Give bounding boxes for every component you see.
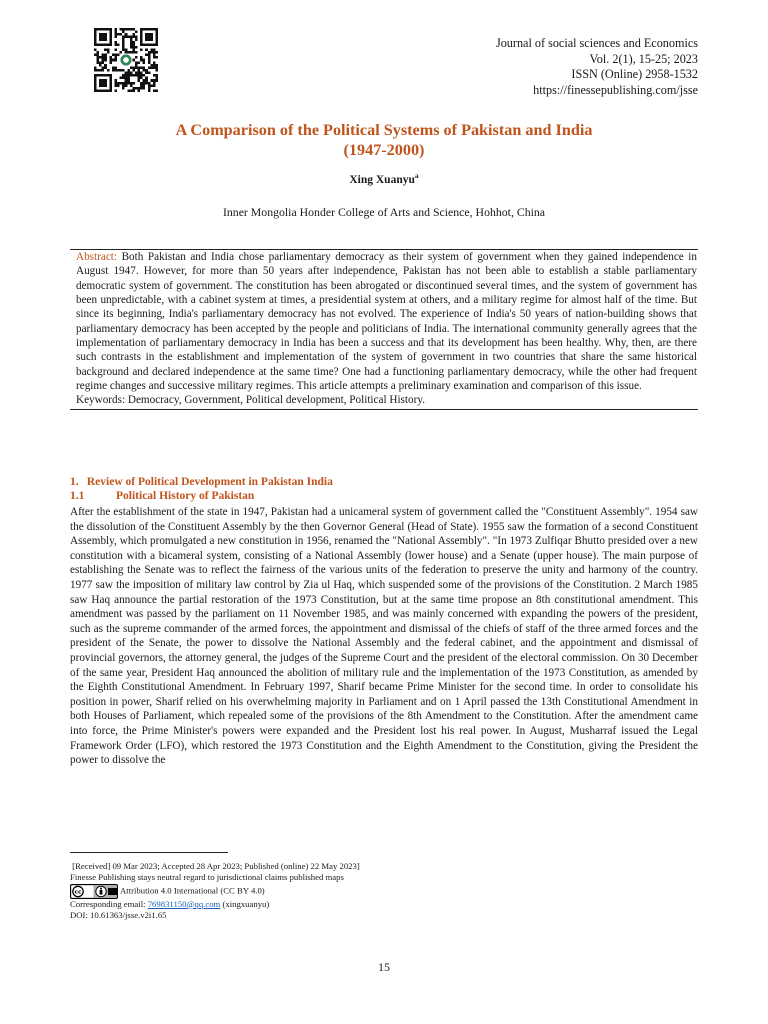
section-number: 1. <box>70 476 79 488</box>
article-title <box>92 120 676 160</box>
title-line-2: (1947-2000) <box>343 141 425 159</box>
footnote-email: Corresponding email: 769831150@qq.com (xingxuanyu) <box>70 898 270 909</box>
abstract-label: Abstract: <box>76 251 118 263</box>
svg-text:cc: cc <box>74 889 82 896</box>
footnote-neutral: Finesse Publishing stays neutral regard to jurisdictional claims published maps <box>70 872 344 883</box>
author-name <box>92 171 676 186</box>
qr-code-icon <box>91 28 161 92</box>
body-paragraph: After the establishment of the state in 1947, Pakistan had a unicameral system of government called the "Constituent Assembly". 1954 saw the dissolution of the Constituent Assembly by the then Governor General (Head of State). 1955 saw the formation of a second Constituent Assembly, which promulgated a new constitution in 1956, renamed the "National Assembly". "In 1973 Zulfiqar Bhutto presided over a new constitution with a bicameral system, consisting of a National Assembly (lower house) and a Senate (upper house). The main purpose of establishing the Senate was to reflect the fairness of the various units of the federation to preserve the unity and harmony of the country. 1977 saw the imposition of military law control by Zia ul Haq, which suspended some of the provisions of the Constitution. 2 March 1985 saw Haq announce the partial restoration of the 1973 Constitution, but at the same time propose an 8th constitutional amendment. This amendment was passed by the parliament on 11 November 1985, and was mainly concerned with expanding the powers of the president, such as the supreme commander of the armed forces, the appointment and dismissal of the chiefs of staff of the three armed forces and the president of the Senate, the power to dissolve the National Assembly and the federal cabinet, and the appointment and dismissal of provincial governors, the attorney general, the judges of the Supreme Court and the president of the electoral commission. On 30 December of the same year, President Haq announced the abolition of military rule and the implementation of the 1973 Constitution, as amended by the Eighth Constitutional Amendment. In February 1997, Sharif became Prime Minister for the second time. In order to consolidate his position in power, Sharif relied on his overwhelming majority in Parliament and on 1 April passed the 13th Constitutional Amendment in both Houses of Parliament, which repealed some of the provisions of the 8th Amendment to the Constitution. After the amendment came into force, the Prime Minister's powers were expanded and the President lost his real power. In August, Musharraf issued the Legal Framework Order (LFO), which restored the 1973 Constitution and the Eighth Amendment to the Constitution, giving the President the power to dissolve the <box>70 506 698 767</box>
footnote-dates: [Received] 09 Mar 2023; Accepted 28 Apr 2023; Published (online) 22 May 2023] <box>72 861 360 871</box>
journal-name: Journal of social sciences and Economics <box>495 36 698 50</box>
subsection-title: Political History of Pakistan <box>116 490 255 502</box>
author-affiliation: Inner Mongolia Honder College of Arts and Science, Hohhot, China <box>222 205 546 219</box>
subsection-heading-1-1 <box>70 490 254 502</box>
title-line-1: A Comparison of the Political Systems of Pakistan and India <box>175 121 593 139</box>
abstract-box <box>70 249 698 410</box>
journal-volume: Vol. 2(1), 15-25; 2023 <box>589 51 698 66</box>
section-heading-1 <box>70 476 333 488</box>
subsection-number: 1.1 <box>70 490 85 502</box>
email-link[interactable]: 769831150@qq.com <box>147 898 221 909</box>
author-affiliation-mark: a <box>414 171 419 180</box>
keywords: Keywords: Democracy, Government, Political development, Political History. <box>76 394 426 407</box>
license-text: Attribution 4.0 International (CC BY 4.0) <box>120 885 265 896</box>
footnote-rule <box>70 852 228 853</box>
abstract-text: Both Pakistan and India chose parliamentary democracy as their system of government when they gained independence in August 1947. However, for more than 50 years after independence, Pakistan has not been able to establish a stable parliamentary democratic system of government. The constitution has been abrogated or discontinued several times, and the system of government has been unpredictable, with a cabinet system at times, a presidential system at others, and a military regime for almost half of the time. But since its beginning, India's parliamentary democracy has not evolved. The experience of India's 50 years of nation-building shows that parliamentary democracy has been accepted by the people and politicians of India. The international community generally agrees that the implementation of parliamentary democracy in India has been a success and that its development has been healthy. Why, then, are there such contrasts in the establishment and implementation of the system of government in two countries that share the same historical background and declared independence at the same time? One had a functioning parliamentary democracy, while the other had frequent regime changes and successive military regimes. This article attempts a preliminary examination and comparison of this issue. <box>76 251 698 393</box>
section-title: Review of Political Development in Pakistan India <box>86 476 333 488</box>
abstract-paragraph <box>70 250 698 393</box>
journal-url[interactable]: https://finessepublishing.com/jsse <box>533 82 698 97</box>
cc-by-license-icon <box>70 884 118 899</box>
author-text: Xing Xuanyu <box>349 173 415 186</box>
footnote-doi: DOI: 10.61363/jsse.v2i1.65 <box>70 910 167 921</box>
page-number: 15 <box>378 960 390 974</box>
journal-header <box>496 36 698 98</box>
journal-issn: ISSN (Online) 2958-1532 <box>571 67 698 82</box>
footnote <box>70 861 698 922</box>
footnote-license <box>70 884 698 899</box>
